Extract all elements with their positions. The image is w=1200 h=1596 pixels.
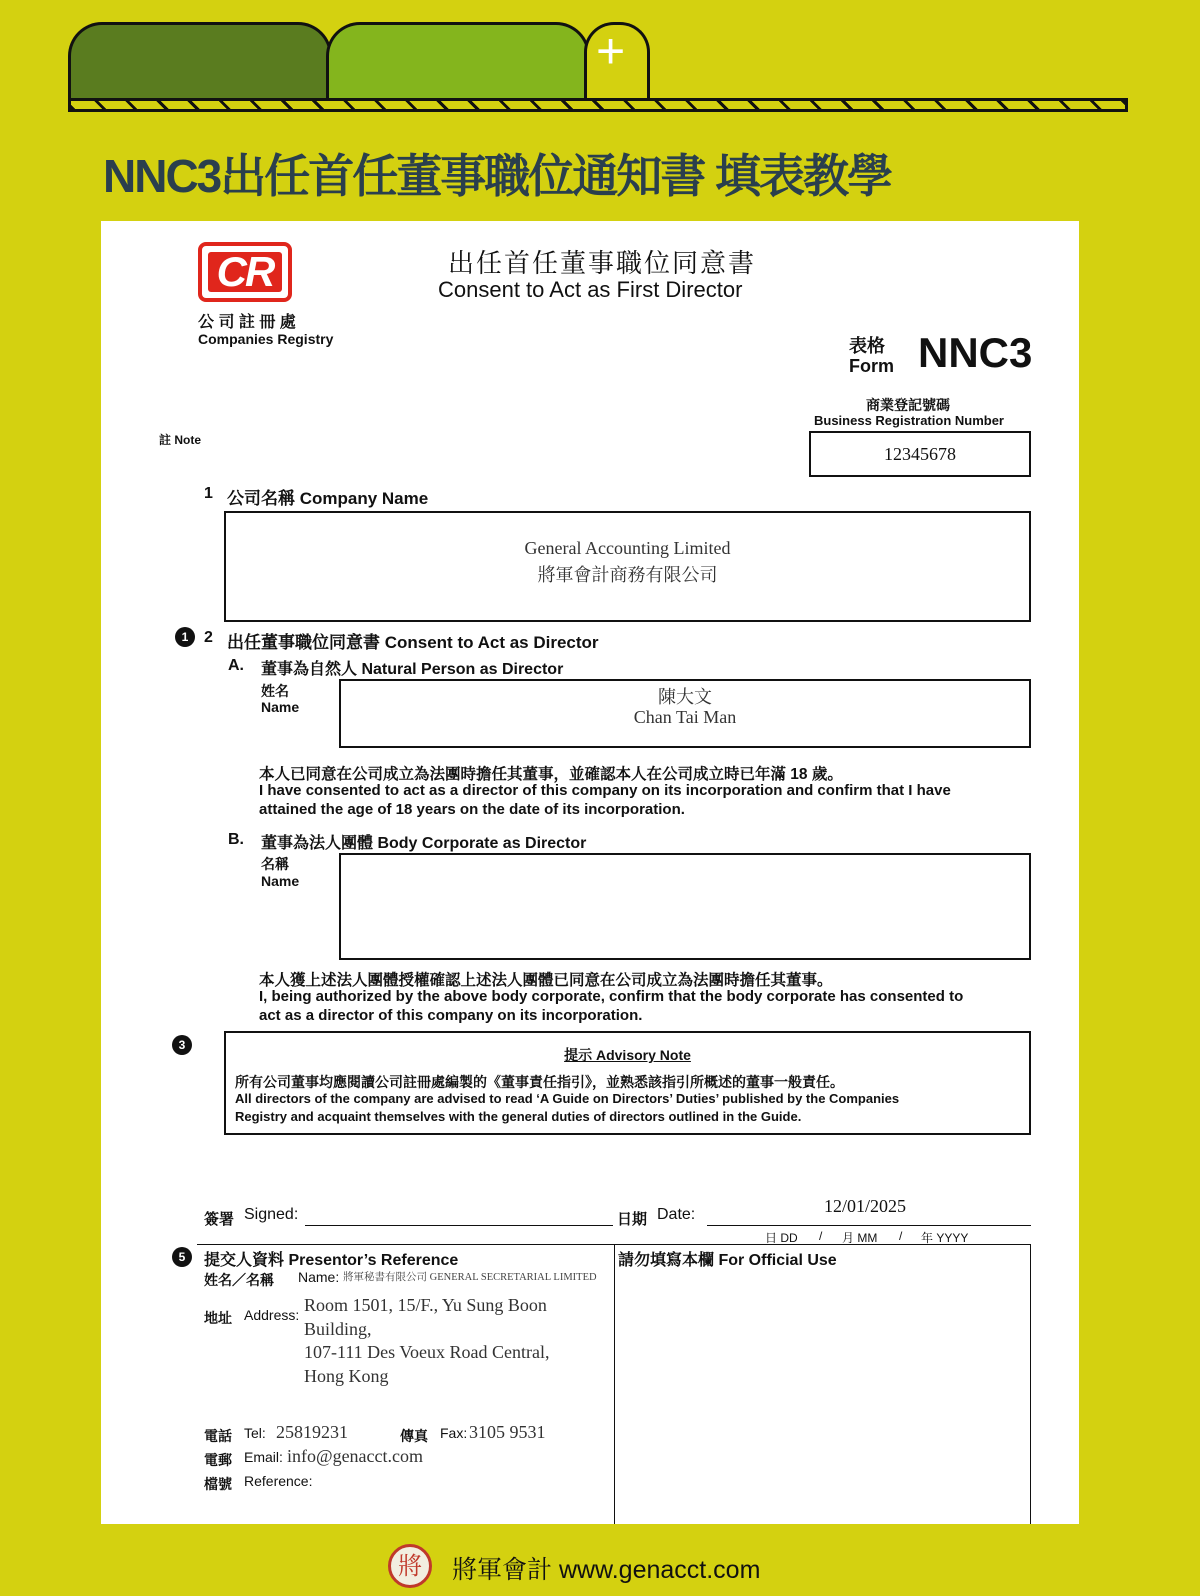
advisory-note-box <box>224 1031 1031 1135</box>
registry-cn: 公 司 註 冊 處 <box>198 314 296 331</box>
folder-tab-light <box>326 22 590 105</box>
date-line <box>707 1225 1031 1226</box>
part-b-letter: B. <box>228 831 244 848</box>
note-label: 註 Note <box>159 433 202 447</box>
form-label-en: Form <box>849 356 894 376</box>
email-label-en: Email: <box>244 1449 283 1465</box>
brn-label-en: Business Registration Number <box>814 413 1004 428</box>
director-name-cn: 陳大文 <box>658 687 712 707</box>
part-b-statement-cn: 本人獲上述法人團體授權確認上述法人團體已同意在公司成立為法團時擔任其董事。 <box>259 972 833 989</box>
advisory-text-cn: 所有公司董事均應閱讀公司註冊處編製的《董事責任指引》，並熟悉該指引所概述的董事一般責任。 <box>235 1074 844 1090</box>
section2-label: 出任董事職位同意書 Consent to Act as Director <box>227 633 599 652</box>
part-b-statement-en-2: act as a director of this company on its incorporation. <box>259 1007 643 1024</box>
address-label-cn: 地址 <box>204 1310 232 1326</box>
part-a-statement-en-1: I have consented to act as a director of this company on its incorporation and confirm that I have <box>259 782 951 799</box>
part-a-statement-cn: 本人已同意在公司成立為法團時擔任其董事，並確認本人在公司成立時已年滿 18 歲。 <box>259 766 843 783</box>
fax-label-cn: 傳真 <box>400 1428 428 1444</box>
name-label-cn: 姓名 <box>261 683 289 699</box>
registry-en: Companies Registry <box>198 331 334 347</box>
address-line-1[interactable]: Room 1501, 15/F., Yu Sung Boon <box>304 1295 547 1315</box>
tel-label-en: Tel: <box>244 1425 266 1441</box>
name-label-en-b: Name <box>261 873 300 889</box>
date-format-yyyy: 年 YYYY <box>921 1231 969 1245</box>
signed-label-en: Signed: <box>244 1206 299 1223</box>
advisory-title: 提示 Advisory Note <box>564 1047 691 1063</box>
footer-brand-url[interactable]: 將軍會計 www.genacct.com <box>452 1556 761 1584</box>
date-sep-1: / <box>819 1229 823 1243</box>
add-tab-button[interactable] <box>584 22 650 105</box>
presentor-name-label-en: Name: <box>298 1269 340 1285</box>
part-b-statement-en-1: I, being authorized by the above body corporate, confirm that the body corporate has consented to <box>259 988 964 1005</box>
date-label-en: Date: <box>657 1206 696 1223</box>
presentor-name-value[interactable]: 將軍秘書有限公司 GENERAL SECRETARIAL LIMITED <box>343 1272 597 1283</box>
fax-label-en: Fax: <box>440 1425 468 1441</box>
part-a-letter: A. <box>228 657 244 674</box>
marker-5: 5 <box>172 1247 192 1267</box>
section2-number: 2 <box>204 629 213 646</box>
company-name-en: General Accounting Limited <box>524 538 731 558</box>
date-sep-2: / <box>899 1229 903 1243</box>
brn-value: 12345678 <box>884 444 956 464</box>
signed-label-cn: 簽署 <box>204 1211 235 1228</box>
signature-line[interactable] <box>305 1225 613 1226</box>
hazard-stripe-divider <box>68 98 1128 112</box>
form-label-cn: 表格 <box>849 336 885 356</box>
brn-label-cn: 商業登記號碼 <box>866 397 950 413</box>
reference-label-en: Reference: <box>244 1473 313 1489</box>
marker-3: 3 <box>172 1035 192 1055</box>
page-headline: NNC3出任首任董事職位通知書 填表教學 <box>103 150 892 202</box>
presentor-divider <box>614 1244 615 1524</box>
reference-label-cn: 檔號 <box>204 1476 232 1492</box>
form-title-en: Consent to Act as First Director <box>438 277 743 302</box>
section1-number: 1 <box>204 485 213 502</box>
advisory-text-en-2: Registry and acquaint themselves with the general duties of directors outlined in the Guide. <box>235 1109 802 1124</box>
official-use-label: 請勿填寫本欄 For Official Use <box>618 1252 837 1269</box>
email-value[interactable]: info@genacct.com <box>287 1446 424 1466</box>
company-seal-icon: 將 <box>388 1544 432 1588</box>
plus-icon: + <box>596 23 626 79</box>
date-label-cn: 日期 <box>617 1211 648 1228</box>
part-a-label: 董事為自然人 Natural Person as Director <box>261 661 564 678</box>
form-code: NNC3 <box>918 329 1033 376</box>
date-value[interactable]: 12/01/2025 <box>824 1196 907 1216</box>
tel-value[interactable]: 25819231 <box>276 1422 348 1442</box>
fax-value[interactable]: 3105 9531 <box>469 1422 546 1442</box>
name-label-en: Name <box>261 699 300 715</box>
address-label-en: Address: <box>244 1307 300 1323</box>
logo-text: CR <box>216 248 274 295</box>
address-line-2[interactable]: Building, <box>304 1319 372 1339</box>
address-line-4[interactable]: Hong Kong <box>304 1366 389 1386</box>
name-label-cn-b: 名稱 <box>261 856 289 872</box>
natural-person-name-field[interactable] <box>339 679 1031 748</box>
folder-tab-dark <box>68 22 332 105</box>
marker-1: 1 <box>175 627 195 647</box>
form-title-cn: 出任首任董事職位同意書 <box>448 248 757 278</box>
part-b-label: 董事為法人團體 Body Corporate as Director <box>261 835 587 852</box>
date-format-dd: 日 DD <box>765 1231 798 1245</box>
form-document <box>101 221 1079 1524</box>
presentor-name-label-cn: 姓名／名稱 <box>204 1272 274 1288</box>
cr-logo <box>198 242 292 302</box>
date-format-mm: 月 MM <box>842 1231 878 1245</box>
presentor-title: 提交人資料 Presentor’s Reference <box>204 1252 459 1269</box>
body-corporate-name-field[interactable] <box>339 853 1031 960</box>
tel-label-cn: 電話 <box>204 1428 232 1444</box>
company-name-cn: 將軍會計商務有限公司 <box>537 565 718 585</box>
advisory-text-en-1: All directors of the company are advised to read ‘A Guide on Directors’ Duties’ published by the Companies <box>235 1091 900 1106</box>
company-name-field[interactable] <box>224 511 1031 622</box>
part-a-statement-en-2: attained the age of 18 years on the date of its incorporation. <box>259 801 685 818</box>
director-name-en: Chan Tai Man <box>633 707 737 727</box>
email-label-cn: 電郵 <box>204 1452 232 1468</box>
address-line-3[interactable]: 107-111 Des Voeux Road Central, <box>304 1342 550 1362</box>
section1-label: 公司名稱 Company Name <box>227 489 429 508</box>
official-use-right-border <box>1030 1244 1031 1524</box>
brn-field[interactable] <box>809 431 1031 477</box>
